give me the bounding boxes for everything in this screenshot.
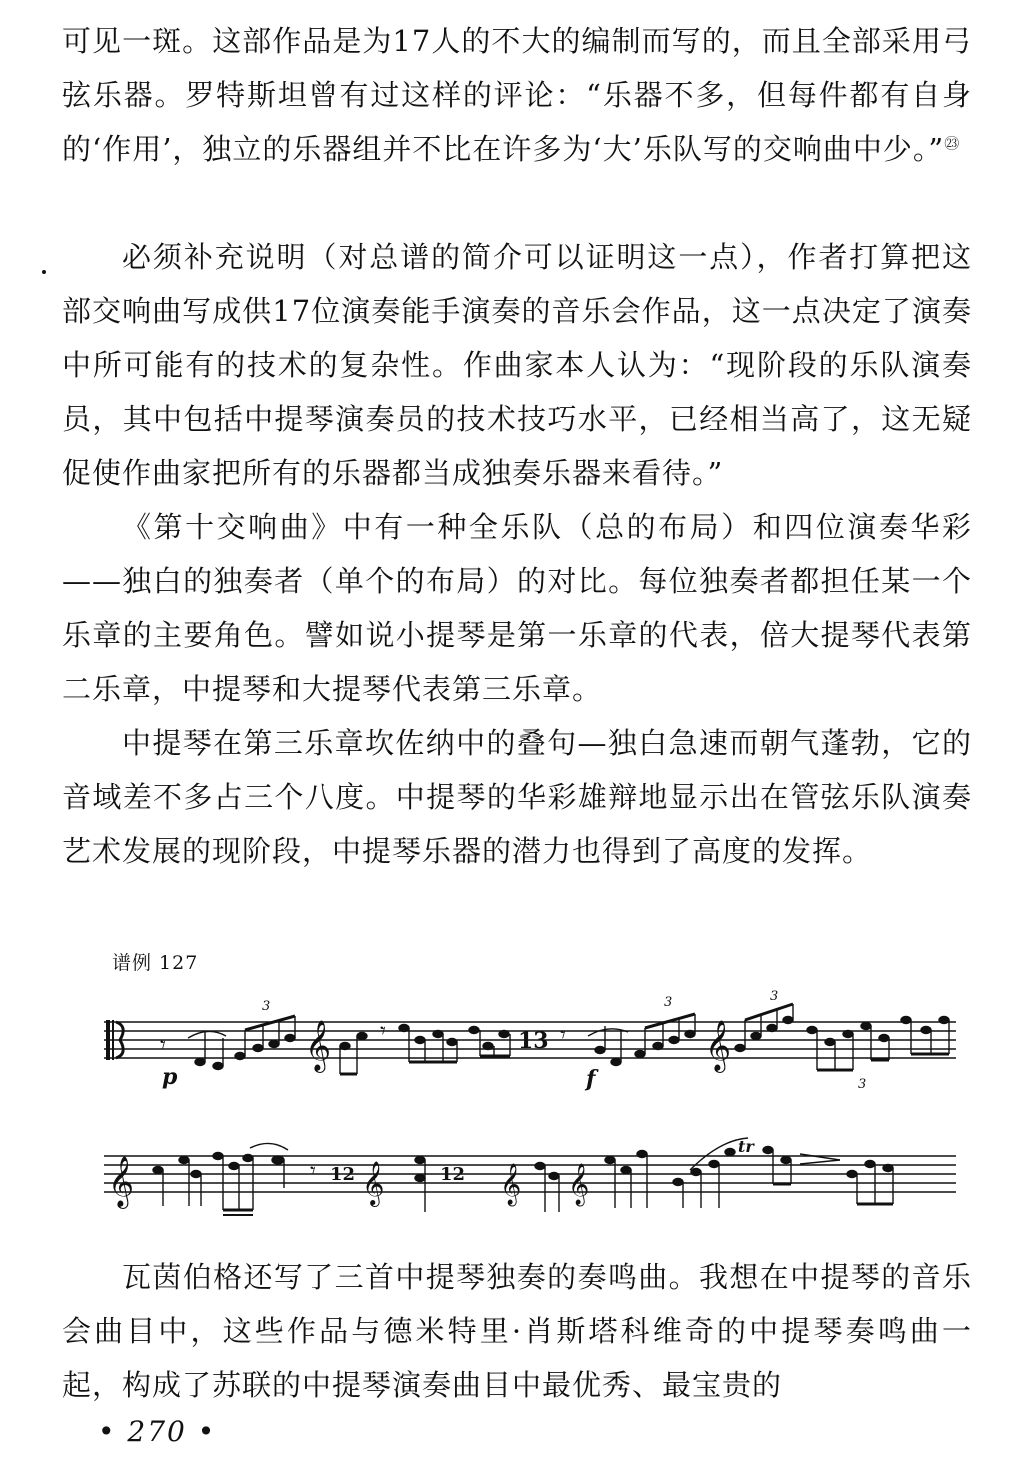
svg-text:𝄾: 𝄾 bbox=[310, 1159, 316, 1184]
music-example-caption: 谱例 127 bbox=[112, 952, 199, 974]
svg-text:12: 12 bbox=[330, 1164, 356, 1185]
paragraph-3: 《第十交响曲》中有一种全乐队（总的布局）和四位演奏华彩——独白的独奏者（单个的布局）的对比。每位独奏者都担任某一个乐章的主要角色。譬如说小提琴是第一乐章的代表，倍大提琴代表第二乐章，中提琴和大提琴代表第三乐章。 bbox=[62, 510, 972, 706]
svg-text:𝄞: 𝄞 bbox=[568, 1164, 590, 1205]
print-speck bbox=[42, 270, 46, 274]
paragraph-4: 中提琴在第三乐章坎佐纳中的叠句—独白急速而朝气蓬勃，它的音域差不多占三个八度。中提琴的华彩雄辩地显示出在管弦乐队演奏艺术发展的现阶段，中提琴乐器的潜力也得到了高度的发挥。 bbox=[62, 726, 972, 868]
triplet-mark-2: 3 bbox=[664, 995, 673, 1010]
paragraph-1-text: 可见一斑。这部作品是为17人的不大的编制而写的，而且全部采用弓弦乐器。罗特斯坦曾有过这样的评论：“乐器不多，但每件都有自身的‘作用’，独立的乐器组并不比在许多为‘大’乐队写的交响曲中少。” bbox=[62, 24, 972, 166]
music-staff-2 bbox=[100, 1130, 960, 1230]
treble-clef-icon bbox=[305, 1020, 331, 1073]
triplet-mark-3: 3 bbox=[770, 990, 779, 1004]
svg-text:12: 12 bbox=[440, 1164, 466, 1185]
dynamic-forte: f bbox=[586, 1066, 596, 1092]
svg-text:𝄞: 𝄞 bbox=[305, 1020, 332, 1071]
dynamic-piano: p bbox=[162, 1064, 178, 1090]
footnote-ref: ㉓ bbox=[944, 134, 961, 153]
triplet-mark-1: 3 bbox=[262, 999, 271, 1014]
paragraph-1 bbox=[62, 14, 972, 176]
paragraph-5: 瓦茵伯格还写了三首中提琴独奏的奏鸣曲。我想在中提琴的音乐会曲目中，这些作品与德米特里·肖斯塔科维奇的中提琴奏鸣曲一起，构成了苏联的中提琴演奏曲目中最优秀、最宝贵的 bbox=[62, 1260, 972, 1402]
svg-text:𝄞: 𝄞 bbox=[705, 1020, 732, 1071]
svg-text:𝄞: 𝄞 bbox=[108, 1156, 135, 1207]
svg-text:𝄞: 𝄞 bbox=[362, 1161, 385, 1205]
paragraph-2: 必须补充说明（对总谱的简介可以证明这一点），作者打算把这部交响曲写成供17位演奏能手演奏的音乐会作品，这一点决定了演奏中所可能有的技术的复杂性。作曲家本人认为：“现阶段的乐队演奏员，其中包括中提琴演奏员的技术技巧水平，已经相当高了，这无疑促使作曲家把所有的乐器都当成独奏乐器来看待。” bbox=[62, 240, 972, 490]
page-number: • 270 • bbox=[98, 1415, 217, 1448]
measure-number: 13 bbox=[518, 1028, 549, 1054]
triplet-mark-4: 3 bbox=[858, 1077, 867, 1092]
svg-text:𝄾: 𝄾 bbox=[380, 1019, 386, 1044]
svg-text:𝄾: 𝄾 bbox=[160, 1033, 166, 1058]
music-staff-1 bbox=[100, 990, 960, 1105]
svg-text:𝄾: 𝄾 bbox=[560, 1023, 566, 1048]
trill-mark: tr bbox=[738, 1137, 754, 1156]
svg-text:𝄞: 𝄞 bbox=[500, 1164, 522, 1205]
